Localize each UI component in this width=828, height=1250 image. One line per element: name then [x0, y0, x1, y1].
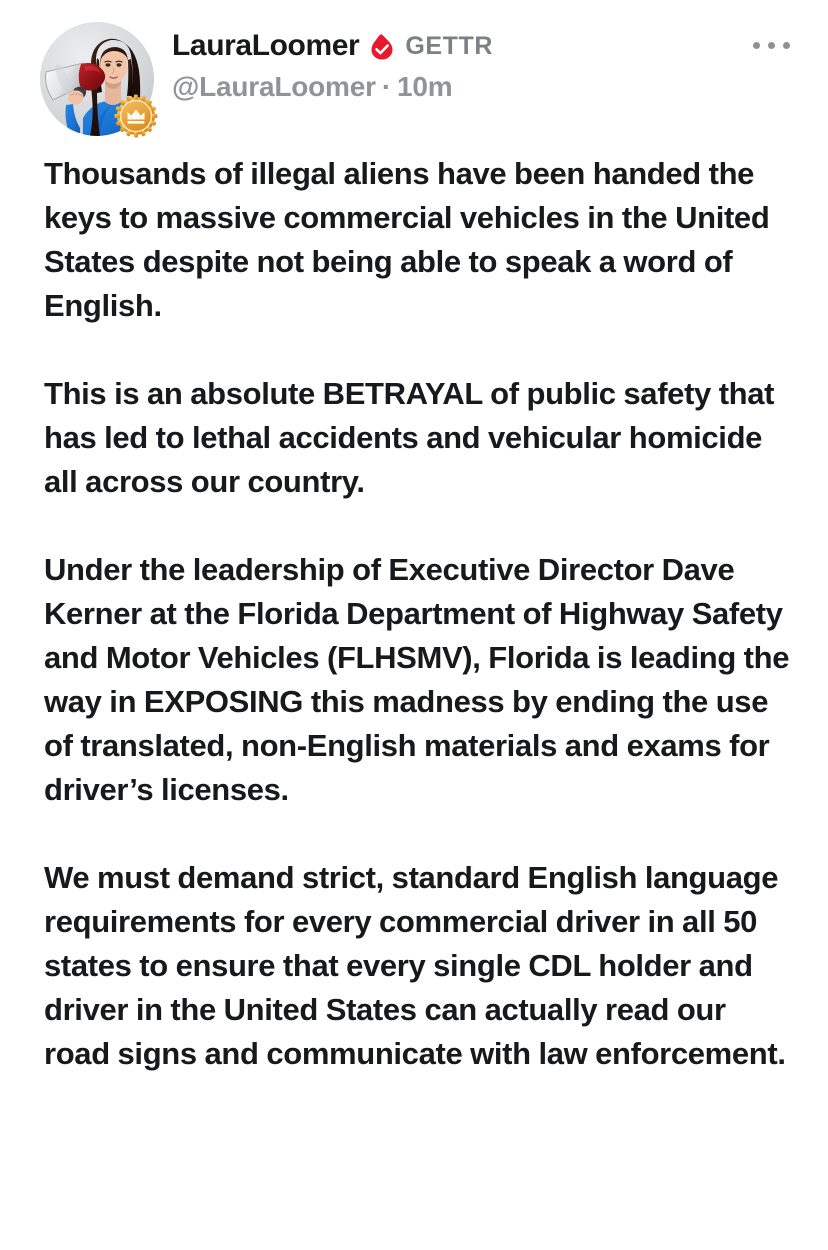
post-paragraph: This is an absolute BETRAYAL of public safety that has led to lethal accidents and vehicular homicide all across our country.	[44, 376, 775, 499]
post-paragraph: We must demand strict, standard English language requirements for every commercial driver in all 50 states to ensure that every single CDL holder and driver in the United States can actually read our road signs and communicate with law enforcement.	[44, 860, 786, 1071]
post-header	[0, 0, 828, 130]
ellipsis-dot	[753, 42, 760, 49]
avatar[interactable]	[40, 22, 154, 136]
ellipsis-dot	[783, 42, 790, 49]
post-body	[0, 130, 828, 1076]
author-handle-row	[172, 71, 804, 103]
author-display-name[interactable]: LauraLoomer	[172, 29, 360, 62]
post-paragraph: Under the leadership of Executive Director Dave Kerner at the Florida Department of Highway Safety and Motor Vehicles (FLHSMV), Florida is leading the way in EXPOSING this madness by ending the use of translated, non-English materials and exams for driver’s licenses.	[44, 552, 790, 807]
more-options-ellipsis-icon[interactable]	[747, 36, 796, 55]
author-name-row	[172, 30, 804, 62]
author-handle[interactable]: @LauraLoomer	[172, 70, 376, 102]
post-timestamp[interactable]: 10m	[396, 70, 453, 102]
platform-label: GETTR	[405, 31, 494, 60]
post-paragraph: Thousands of illegal aliens have been handed the keys to massive commercial vehicles in the United States despite not being able to speak a word of English.	[44, 156, 770, 323]
gold-crown-medallion-icon	[114, 94, 158, 138]
author-identity	[172, 18, 804, 103]
ellipsis-dot	[768, 42, 775, 49]
handle-separator: ·	[381, 70, 391, 102]
verified-badge-icon	[368, 33, 396, 61]
